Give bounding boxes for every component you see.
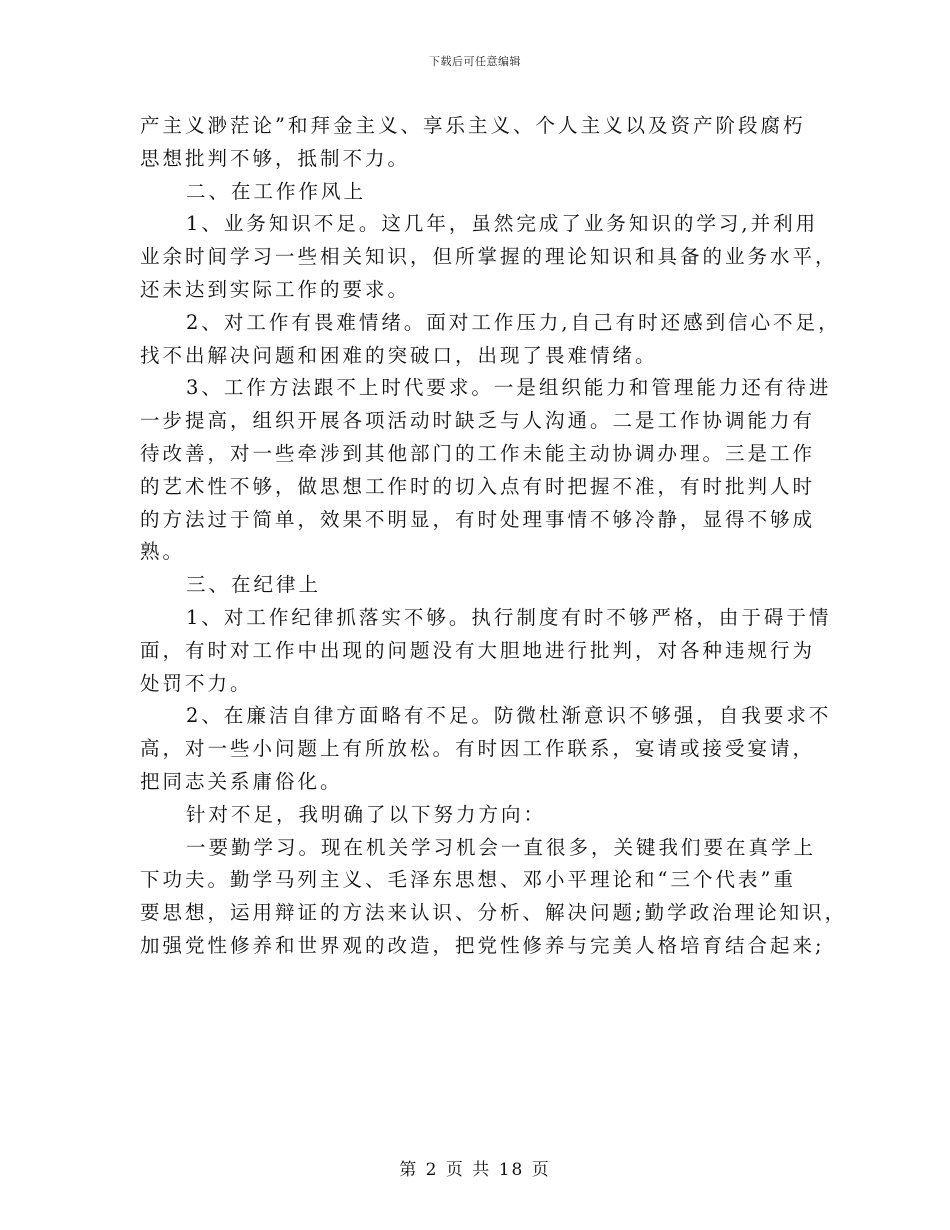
paragraph-line: 加强党性修养和世界观的改造，把党性修养与完美人格培育结合起来; xyxy=(140,933,825,957)
paragraph-line: 把同志关系庸俗化。 xyxy=(140,769,343,793)
paragraph-line: 高，对一些小问题上有所放松。有时因工作联系，宴请或接受宴请， xyxy=(140,737,816,761)
paragraph-line: 面，有时对工作中出现的问题没有大胆地进行批判，对各种违规行为 xyxy=(140,638,816,662)
section-heading: 三、在纪律上 xyxy=(186,573,322,597)
paragraph-line: 1、对工作纪律抓落实不够。执行制度有时不够严格，由于碍于情 xyxy=(186,605,832,629)
paragraph-line: 1、业务知识不足。这几年，虽然完成了业务知识的学习,并利用 xyxy=(186,212,819,236)
paragraph-line: 3、工作方法跟不上时代要求。一是组织能力和管理能力还有待进 xyxy=(186,376,832,400)
paragraph-line: 下功夫。勤学马列主义、毛泽东思想、邓小平理论和“三个代表”重 xyxy=(140,868,796,892)
paragraph-line: 的方法过于简单，效果不明显，有时处理事情不够冷静，显得不够成 xyxy=(140,507,816,531)
page-number: 第 2 页 共 18 页 xyxy=(399,1160,551,1180)
section-heading: 二、在工作作风上 xyxy=(186,179,367,203)
paragraph-line: 思想批判不够，抵制不力。 xyxy=(140,146,411,170)
paragraph-line: 要思想，运用辩证的方法来认识、分析、解决问题;勤学政治理论知识， xyxy=(140,901,848,925)
paragraph-line: 的艺术性不够，做思想工作时的切入点有时把握不准，有时批判人时 xyxy=(140,474,816,498)
paragraph-line: 2、对工作有畏难情绪。面对工作压力,自己有时还感到信心不足， xyxy=(186,310,841,334)
paragraph-line: 业余时间学习一些相关知识，但所掌握的理论知识和具备的业务水平， xyxy=(140,245,838,269)
paragraph-line: 一要勤学习。现在机关学习机会一直很多，关键我们要在真学上 xyxy=(186,835,817,859)
paragraph-line: 熟。 xyxy=(140,540,186,564)
paragraph-line: 一步提高，组织开展各项活动时缺乏与人沟通。二是工作协调能力有 xyxy=(140,409,816,433)
paragraph-line: 待改善，对一些牵涉到其他部门的工作未能主动协调办理。三是工作 xyxy=(140,441,816,465)
paragraph-line: 还未达到实际工作的要求。 xyxy=(140,277,411,301)
download-note: 下载后可任意编辑 xyxy=(429,55,521,68)
body-text xyxy=(140,110,848,963)
paragraph-line: 2、在廉洁自律方面略有不足。防微杜渐意识不够强，自我要求不 xyxy=(186,704,832,728)
paragraph-line: 处罚不力。 xyxy=(140,671,253,695)
paragraph-line: 找不出解决问题和困难的突破口，出现了畏难情绪。 xyxy=(140,343,658,367)
paragraph-line: 针对不足，我明确了以下努力方向： xyxy=(186,802,547,826)
paragraph-line: 产主义渺茫论”和拜金主义、享乐主义、个人主义以及资产阶段腐朽 xyxy=(140,114,806,137)
